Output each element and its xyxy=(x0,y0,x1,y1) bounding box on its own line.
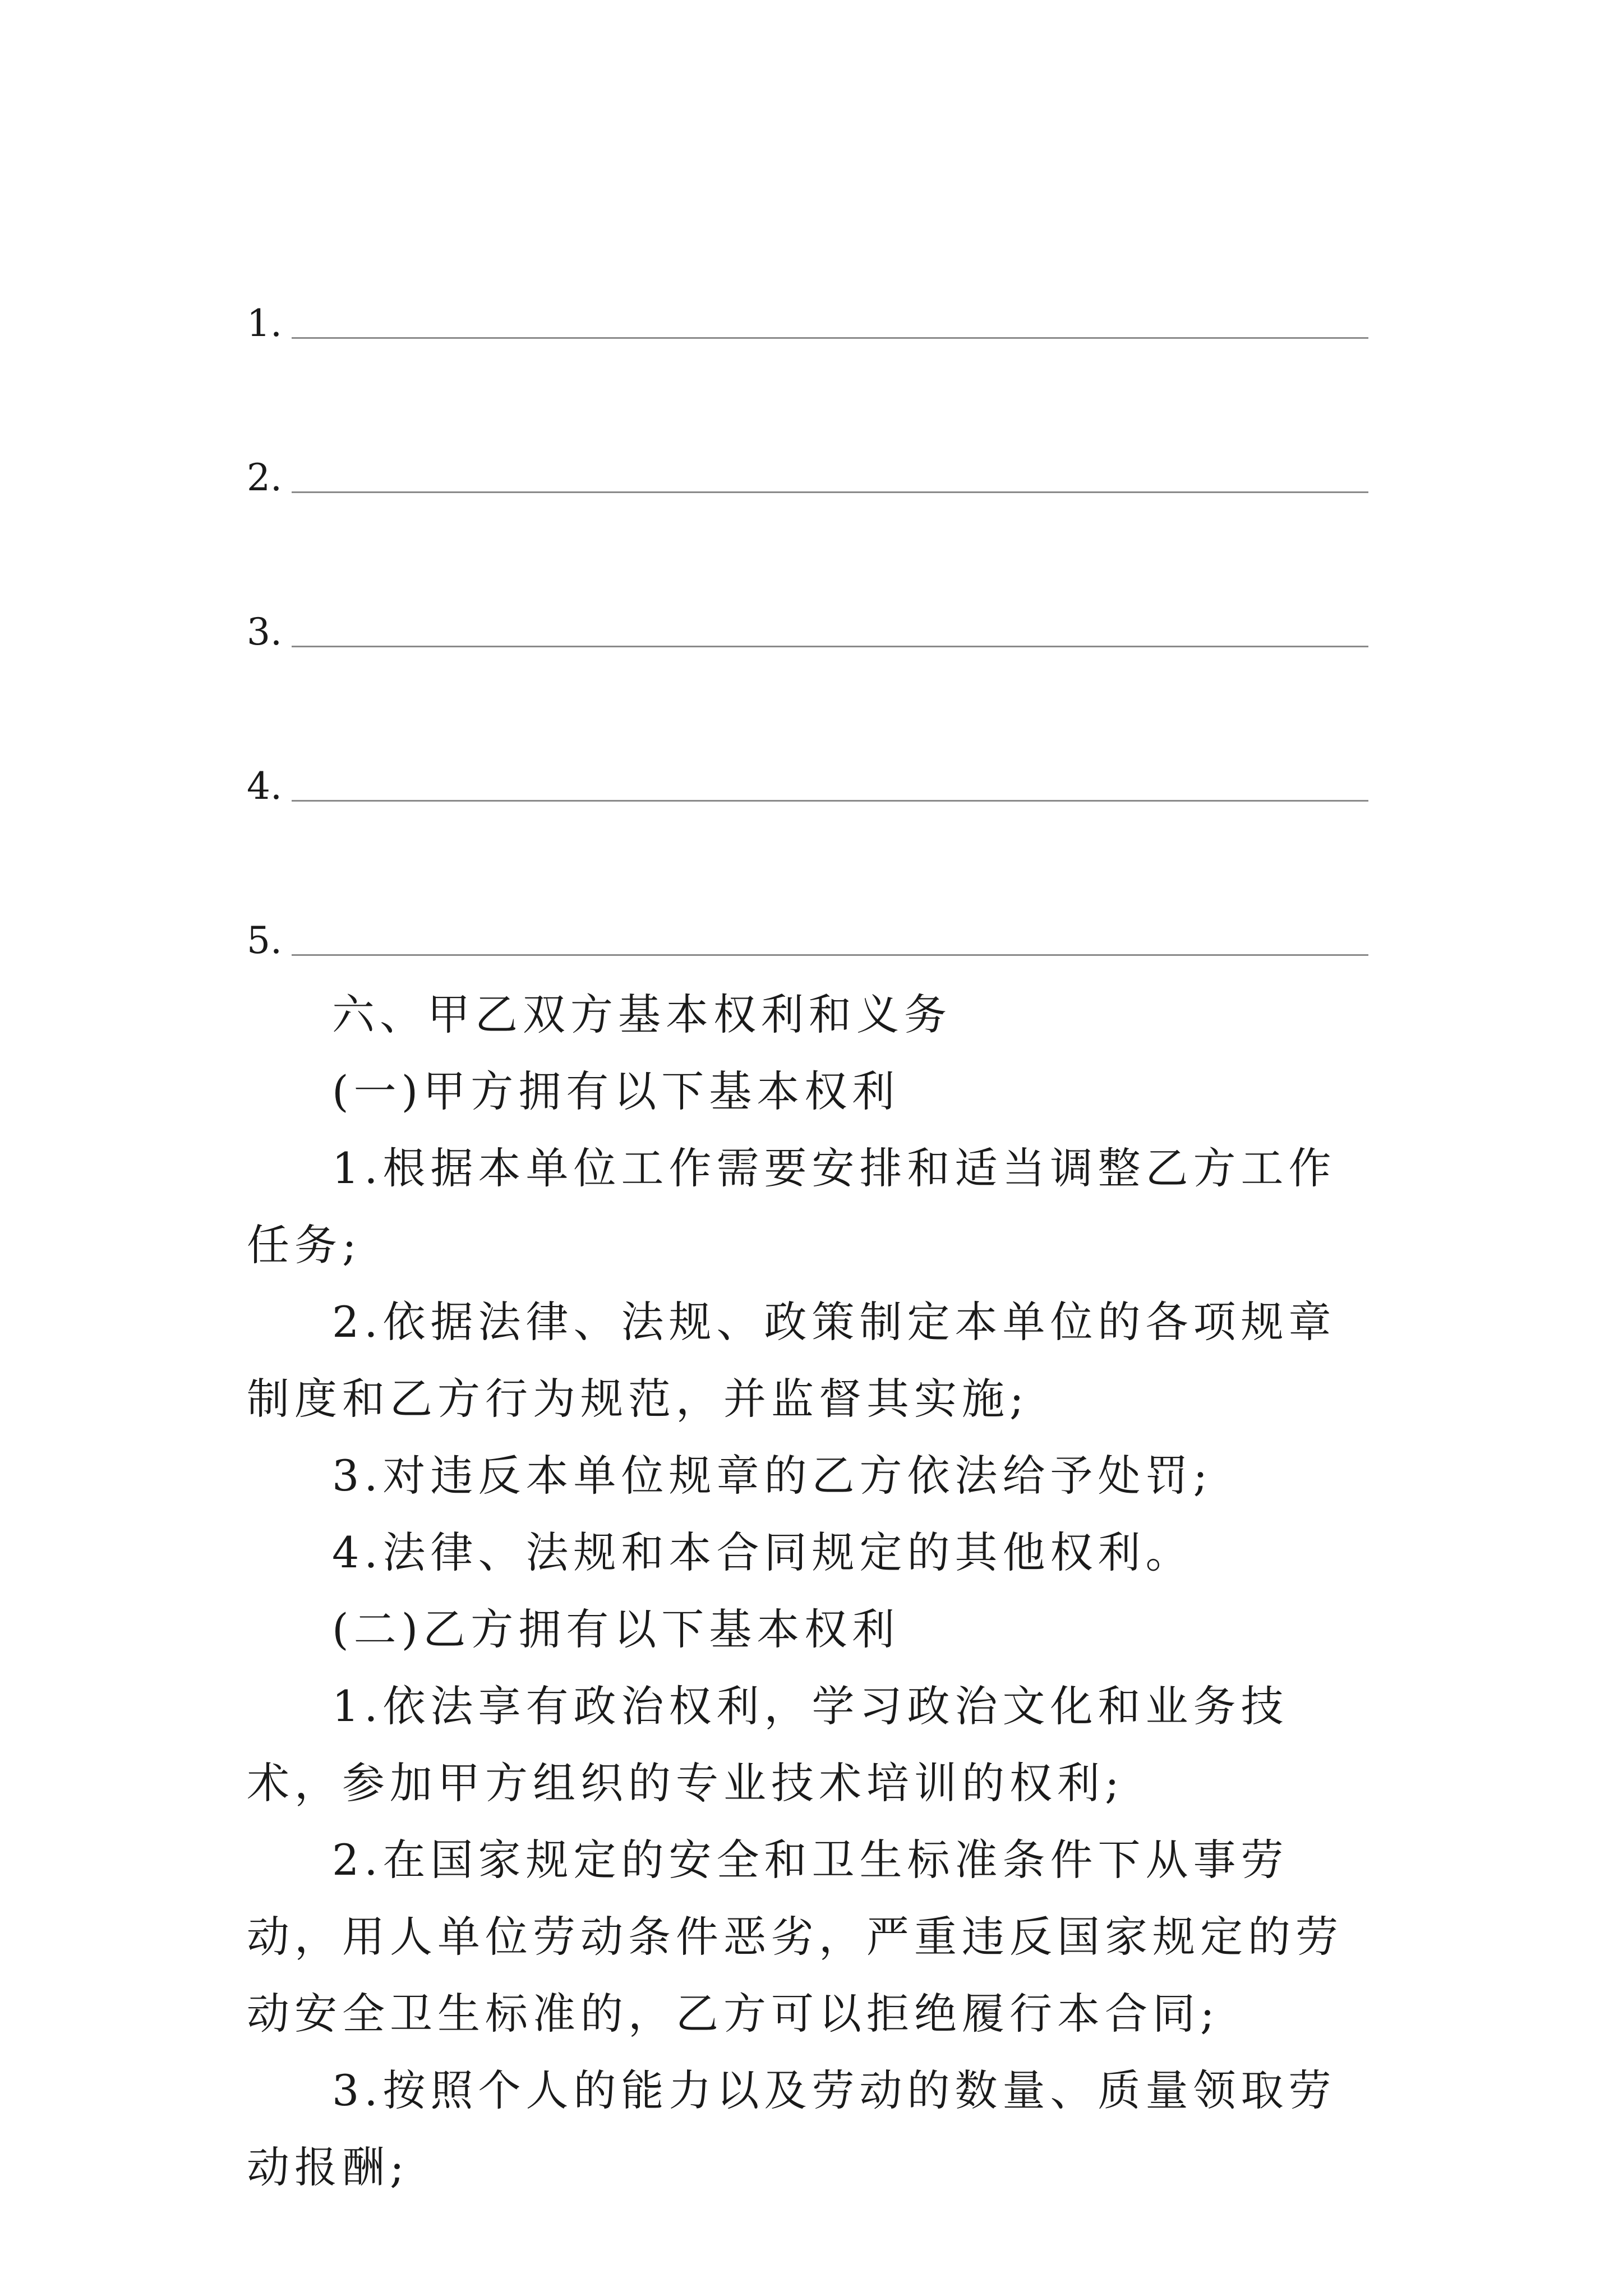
blank-line-4 xyxy=(247,743,1368,808)
fill-in-rule xyxy=(292,491,1368,493)
blank-line-number: 2. xyxy=(247,456,282,499)
clause-paragraph: 1.根据本单位工作需要安排和适当调整乙方工作任务; xyxy=(247,1143,1336,1270)
contract-body xyxy=(247,976,1380,2206)
fill-in-rule xyxy=(292,800,1368,802)
fill-in-rule xyxy=(292,954,1368,956)
subsection-heading: (一)甲方拥有以下基本权利 xyxy=(332,1066,900,1116)
blank-line-number: 3. xyxy=(247,610,282,654)
fill-in-rule xyxy=(292,646,1368,647)
fill-in-rule xyxy=(292,337,1368,339)
blank-line-1 xyxy=(247,280,1368,345)
clause-paragraph: 1.依法享有政治权利，学习政治文化和业务技术，参加甲方组织的专业技术培训的权利; xyxy=(247,1681,1289,1808)
clause-paragraph: 3.按照个人的能力以及劳动的数量、质量领取劳动报酬; xyxy=(247,2065,1336,2192)
clause-paragraph: 2.依据法律、法规、政策制定本单位的各项规章制度和乙方行为规范，并监督其实施; xyxy=(247,1297,1336,1424)
blank-line-3 xyxy=(247,589,1368,654)
clause-paragraph: 2.在国家规定的安全和卫生标准条件下从事劳动，用人单位劳动条件恶劣，严重违反国家规定的劳动安全卫生标准的，乙方可以拒绝履行本合同; xyxy=(247,1835,1343,2039)
blank-line-number: 1. xyxy=(247,302,282,345)
clause-paragraph: 4.法律、法规和本合同规定的其他权利。 xyxy=(332,1527,1193,1577)
blank-line-5 xyxy=(247,898,1368,962)
blank-line-number: 4. xyxy=(247,765,282,808)
blank-line-number: 5. xyxy=(247,919,282,962)
clause-paragraph: 3.对违反本单位规章的乙方依法给予处罚; xyxy=(332,1451,1213,1501)
blank-line-2 xyxy=(247,435,1368,499)
subsection-heading: (二)乙方拥有以下基本权利 xyxy=(332,1604,900,1654)
section-heading: 六、甲乙双方基本权利和义务 xyxy=(332,990,952,1039)
